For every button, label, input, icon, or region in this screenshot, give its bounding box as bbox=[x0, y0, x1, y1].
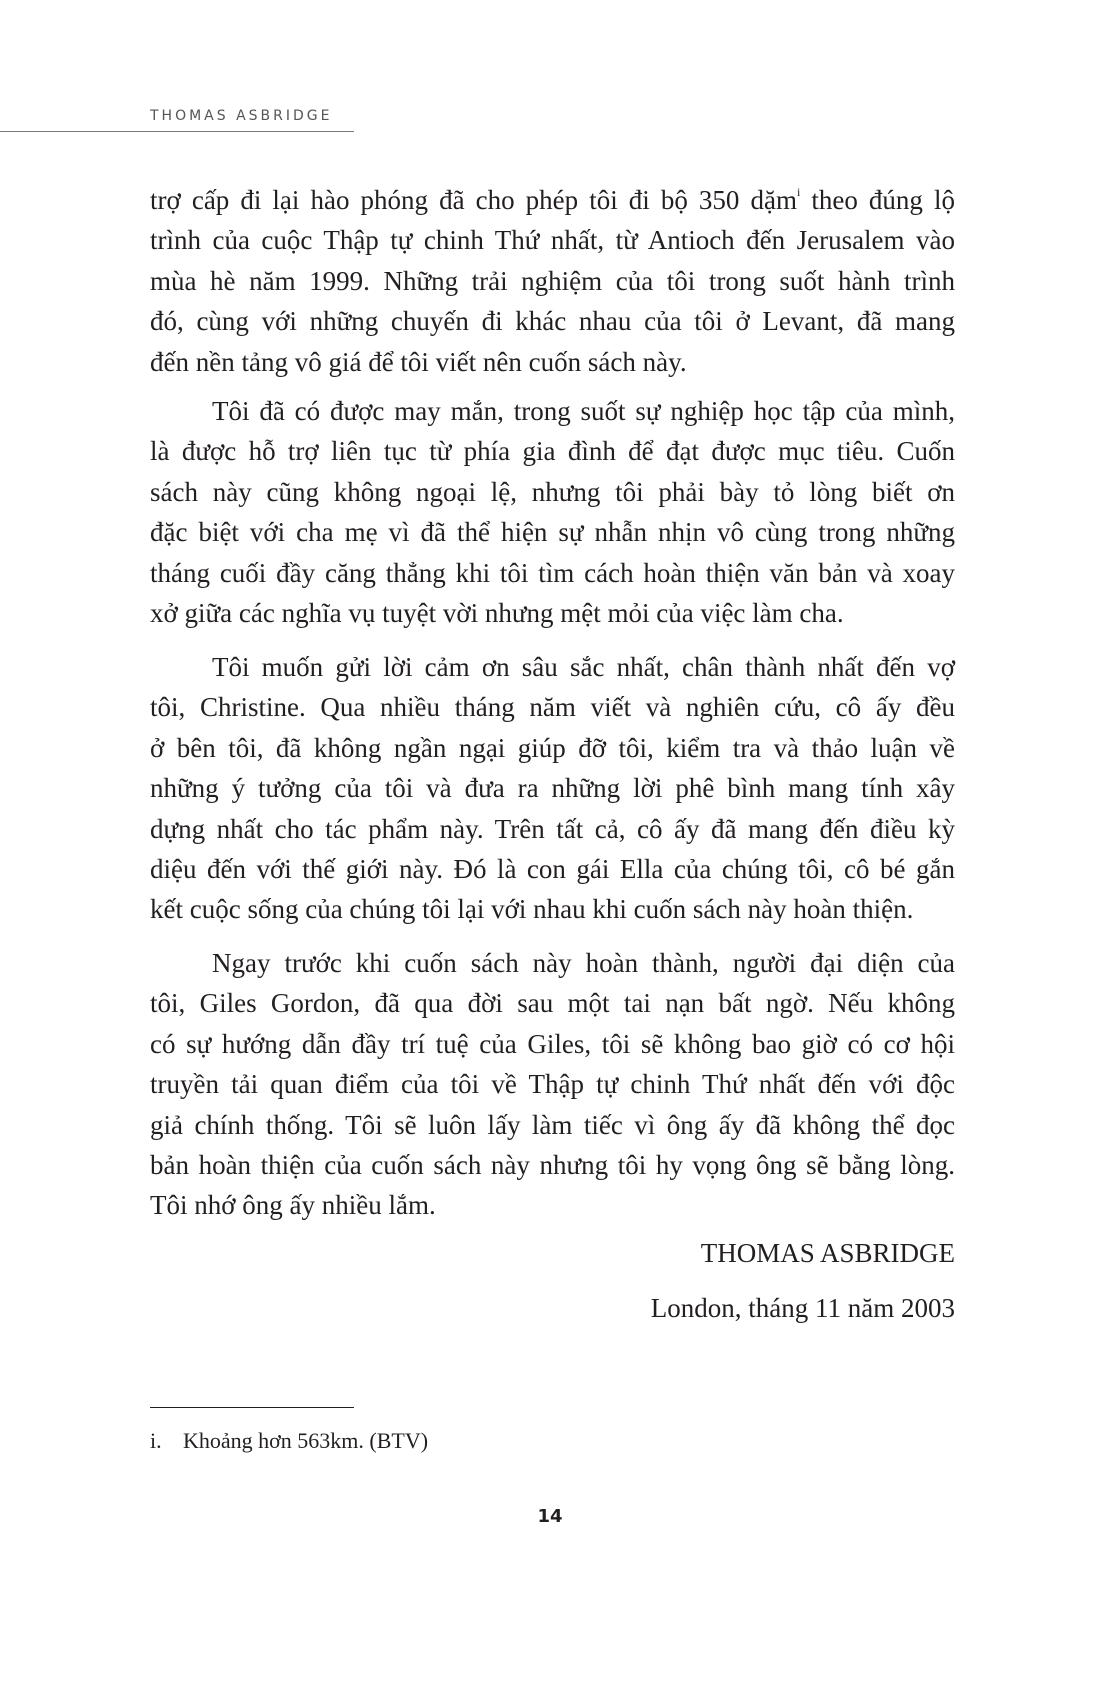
footnote bbox=[150, 1428, 428, 1454]
footnote-reference[interactable]: i bbox=[796, 185, 801, 199]
footnote-marker: i. bbox=[150, 1428, 162, 1453]
footnote-rule bbox=[150, 1407, 354, 1408]
paragraph bbox=[150, 943, 955, 1226]
text-segment: theo đúng lộ bbox=[800, 185, 955, 215]
text-line: tôi, Giles Gordon, đã qua đời sau một tai nạn bất ngờ. Nếu không bbox=[150, 988, 955, 1019]
text-line: dựng nhất cho tác phẩm này. Trên tất cả, cô ấy đã mang đến điều kỳ bbox=[150, 813, 955, 844]
page-number: 14 bbox=[537, 1506, 563, 1527]
text-line: đặc biệt với cha mẹ vì đã thể hiện sự nhẫn nhịn vô cùng trong những bbox=[150, 517, 955, 548]
text-line: diệu đến với thế giới này. Đó là con gái Ella của chúng tôi, cô bé gắn bbox=[150, 853, 955, 884]
text-line: ở bên tôi, đã không ngần ngại giúp đỡ tôi, kiểm tra và thảo luận về bbox=[150, 732, 955, 763]
text-segment: trợ cấp đi lại hào phóng đã cho phép tôi đi bộ 350 dặm bbox=[150, 185, 797, 215]
text-line bbox=[150, 180, 955, 220]
text-line: giả chính thống. Tôi sẽ luôn lấy làm tiếc vì ông ấy đã không thể đọc bbox=[150, 1109, 955, 1140]
text-line: Tôi muốn gửi lời cảm ơn sâu sắc nhất, chân thành nhất đến vợ bbox=[212, 652, 955, 682]
text-line: Ngay trước khi cuốn sách này hoàn thành, người đại diện của bbox=[212, 948, 955, 978]
text-line: Tôi đã có được may mắn, trong suốt sự nghiệp học tập của mình, bbox=[212, 396, 955, 426]
paragraph bbox=[150, 647, 955, 930]
text-line: trình của cuộc Thập tự chinh Thứ nhất, từ Antioch đến Jerusalem vào bbox=[150, 225, 955, 256]
text-line: tôi, Christine. Qua nhiều tháng năm viết và nghiên cứu, cô ấy đều bbox=[150, 692, 955, 723]
footnote-text: Khoảng hơn 563km. (BTV) bbox=[183, 1428, 429, 1453]
header-rule bbox=[0, 131, 354, 132]
text-line: đến nền tảng vô giá để tôi viết nên cuốn sách này. bbox=[150, 346, 687, 377]
text-line: Tôi nhớ ông ấy nhiều lắm. bbox=[150, 1190, 436, 1221]
text-line: truyền tải quan điểm của tôi về Thập tự chinh Thứ nhất đến với độc bbox=[150, 1069, 955, 1100]
text-line: xở giữa các nghĩa vụ tuyệt vời nhưng mệt mỏi của việc làm cha. bbox=[150, 597, 844, 628]
text-line: bản hoàn thiện của cuốn sách này nhưng tôi hy vọng ông sẽ bằng lòng. bbox=[150, 1149, 955, 1180]
text-line: đó, cùng với những chuyến đi khác nhau của tôi ở Levant, đã mang bbox=[150, 306, 955, 337]
text-line: có sự hướng dẫn đầy trí tuệ của Giles, tôi sẽ không bao giờ có cơ hội bbox=[150, 1028, 955, 1059]
text-line: kết cuộc sống của chúng tôi lại với nhau khi cuốn sách này hoàn thiện. bbox=[150, 894, 914, 925]
text-line: mùa hè năm 1999. Những trải nghiệm của tôi trong suốt hành trình bbox=[150, 265, 955, 296]
running-head: THOMAS ASBRIDGE bbox=[150, 108, 333, 124]
paragraph bbox=[150, 180, 955, 382]
text-line: tháng cuối đầy căng thẳng khi tôi tìm cách hoàn thiện văn bản và xoay bbox=[150, 557, 955, 588]
text-line: là được hỗ trợ liên tục từ phía gia đình để đạt được mục tiêu. Cuốn bbox=[150, 436, 955, 467]
paragraph bbox=[150, 391, 955, 633]
text-line: những ý tưởng của tôi và đưa ra những lời phê bình mang tính xây bbox=[150, 773, 955, 804]
text-line: sách này cũng không ngoại lệ, nhưng tôi phải bày tỏ lòng biết ơn bbox=[150, 476, 955, 507]
signature: THOMAS ASBRIDGE bbox=[700, 1238, 955, 1268]
place-date: London, tháng 11 năm 2003 bbox=[650, 1293, 955, 1323]
